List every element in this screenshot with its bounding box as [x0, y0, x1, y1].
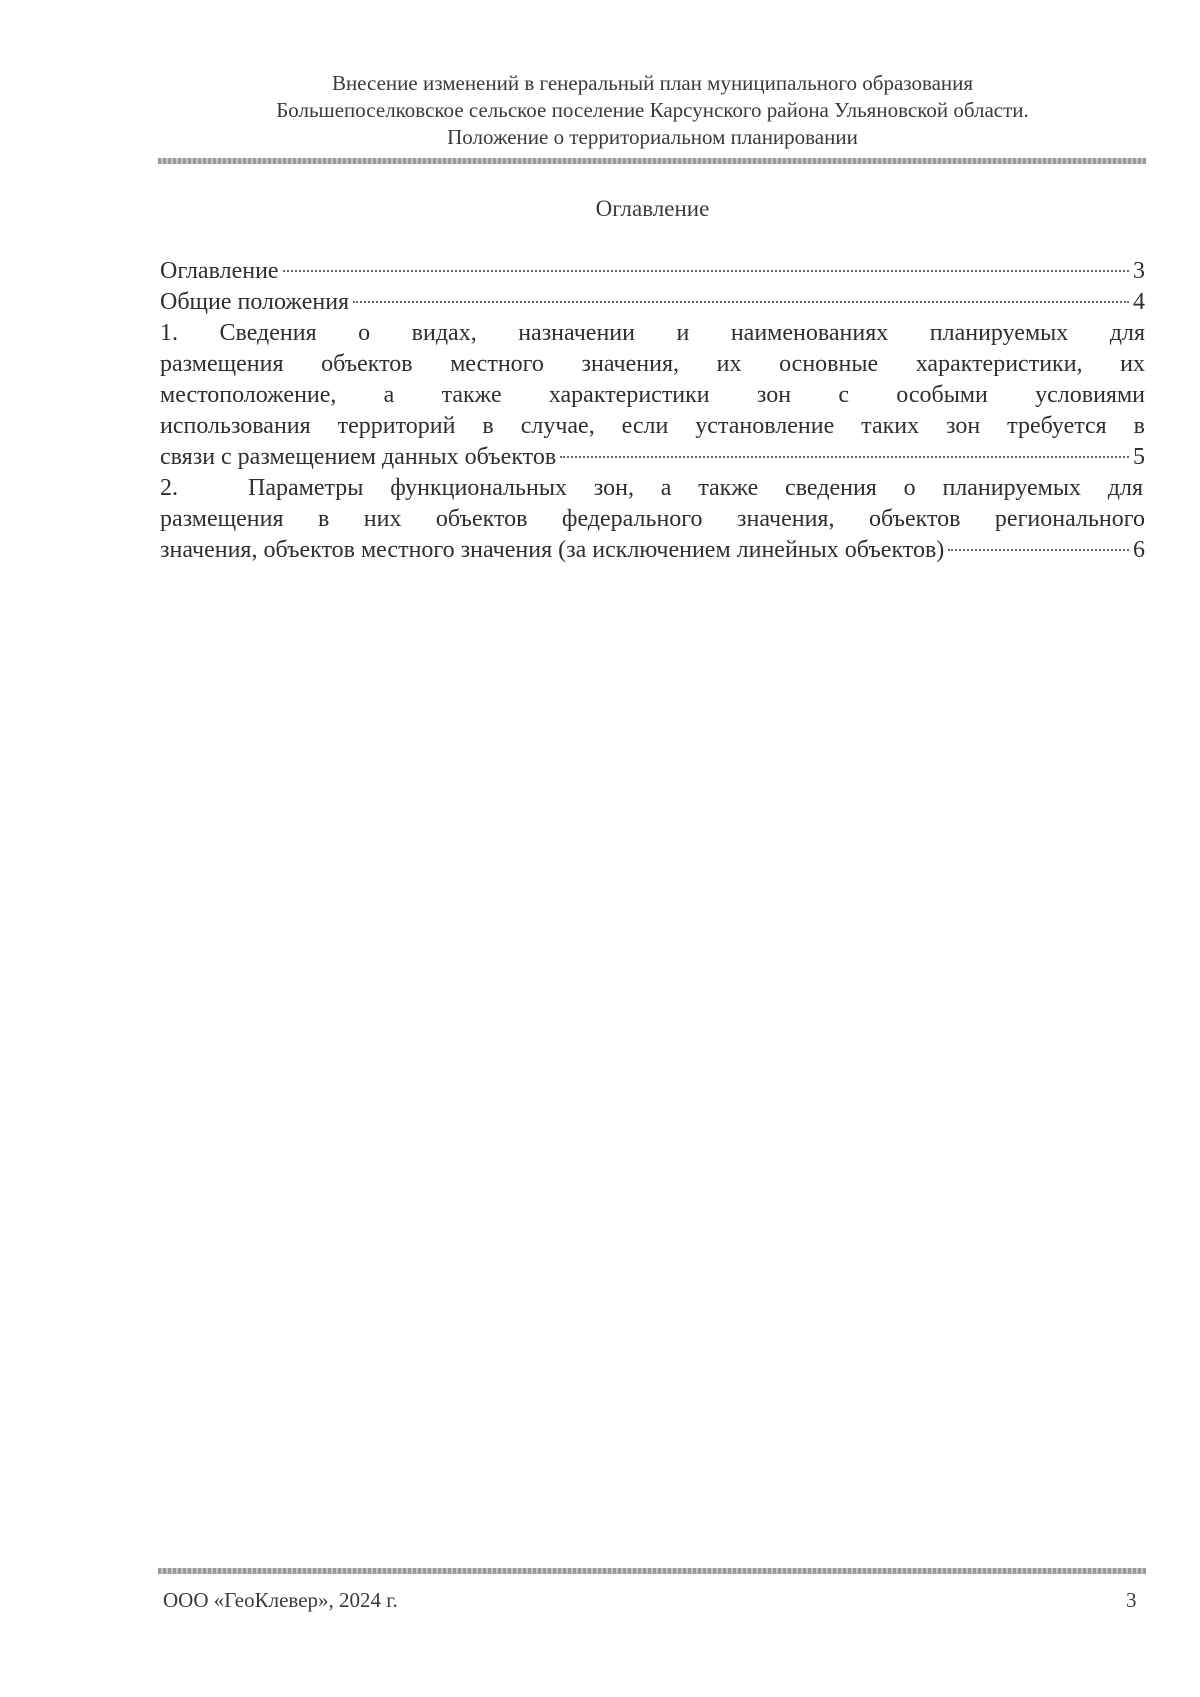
toc-entry-contents[interactable] — [160, 256, 1145, 287]
header-line-2: Большепоселковское сельское поселение Карсунского района Ульяновской области. — [276, 98, 1029, 122]
toc-entry-line: размещения в них объектов федерального значения, объектов регионального — [160, 506, 1145, 532]
toc-entry-text: Оглавление — [160, 258, 279, 284]
table-of-contents — [160, 256, 1145, 566]
toc-entry-page: 6 — [1133, 537, 1145, 563]
toc-entry-line: использования территорий в случае, если установление таких зон требуется в — [160, 413, 1145, 439]
footer-company: ООО «ГеоКлевер», 2024 г. — [163, 1588, 398, 1612]
toc-entry-section-2[interactable] — [160, 473, 1145, 566]
toc-entry-section-1[interactable] — [160, 318, 1145, 473]
toc-entry-page: 5 — [1133, 444, 1145, 470]
toc-entry-text: значения, объектов местного значения (за исключением линейных объектов) — [160, 537, 945, 563]
toc-entry-line: размещения объектов местного значения, их основные характеристики, их — [160, 351, 1145, 377]
toc-entry-page: 4 — [1133, 289, 1145, 315]
dot-leader — [283, 270, 1129, 272]
header-divider — [158, 158, 1146, 164]
dot-leader — [560, 456, 1129, 458]
toc-entry-number: 2. — [160, 475, 178, 501]
toc-entry-line — [160, 473, 1145, 504]
dot-leader — [948, 549, 1129, 551]
dot-leader — [353, 301, 1129, 303]
toc-title: Оглавление — [595, 196, 710, 221]
toc-entry-line — [160, 318, 1145, 349]
toc-entry-text: связи с размещением данных объектов — [160, 444, 557, 470]
toc-entry-general[interactable] — [160, 287, 1145, 318]
toc-entry-page: 3 — [1133, 258, 1145, 284]
toc-entry-number: 1. — [160, 320, 178, 346]
toc-entry-text: Параметры функциональных зон, а также сведения о планируемых для — [248, 475, 1143, 501]
toc-entry-text: Общие положения — [160, 289, 350, 315]
footer-divider — [158, 1568, 1146, 1574]
page-header — [160, 70, 1145, 151]
header-line-1: Внесение изменений в генеральный план муниципального образования — [331, 71, 974, 95]
header-line-3: Положение о территориальном планировании — [447, 125, 858, 149]
toc-entry-text: Сведения о видах, назначении и наименованиях планируемых для — [219, 320, 1145, 346]
toc-entry-line: местоположение, а также характеристики зон с особыми условиями — [160, 382, 1145, 408]
footer-page-number: 3 — [1126, 1588, 1137, 1612]
